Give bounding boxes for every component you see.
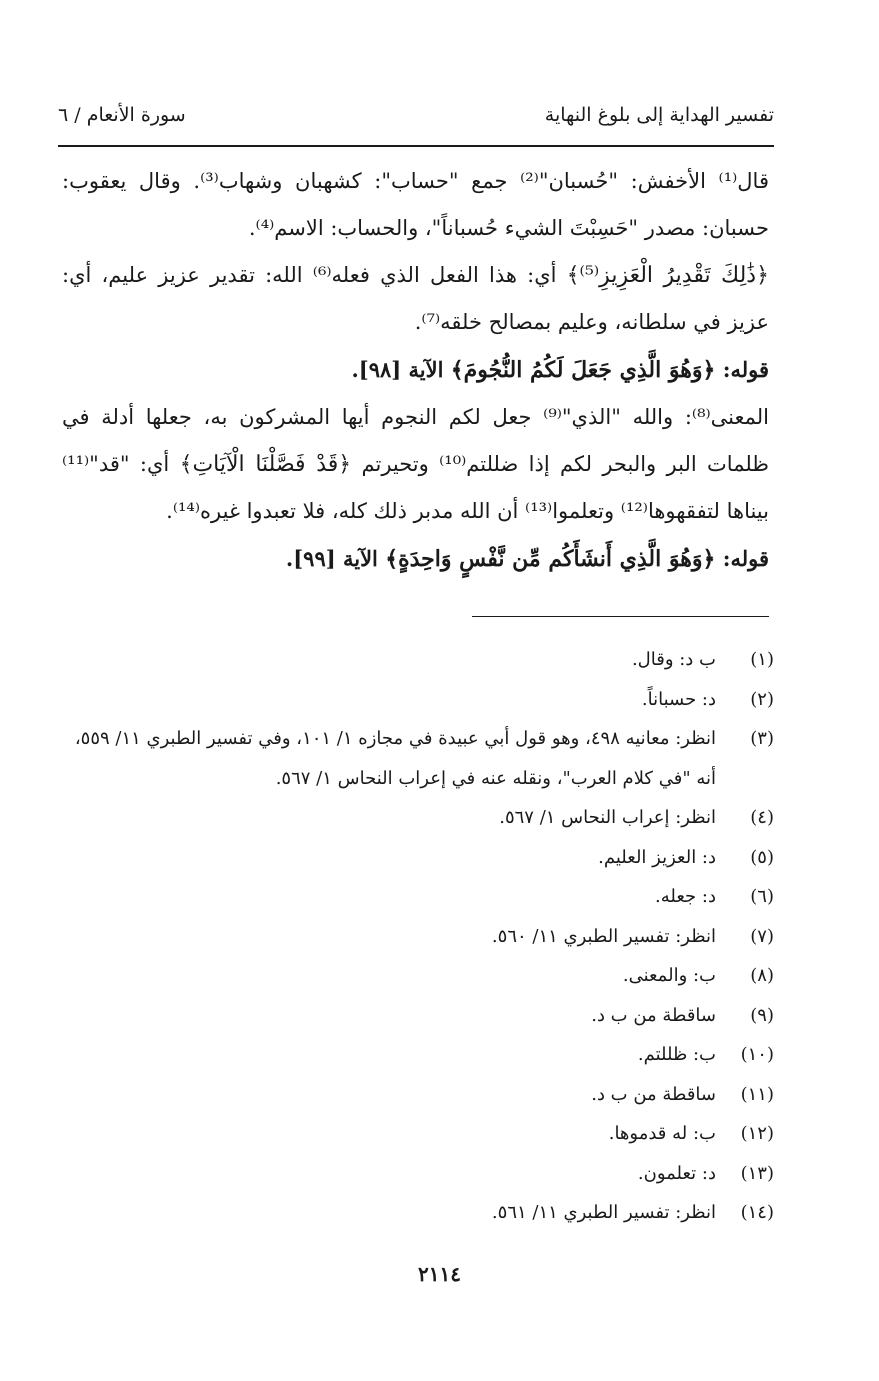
- footnote-number: (٣): [750, 728, 774, 749]
- header-rule: [58, 145, 774, 147]
- footnote-number: (١٠): [740, 1044, 774, 1065]
- footnote-item: [62, 1114, 774, 1154]
- footnote-text: انظر: تفسير الطبري ١١/ ٥٦١.: [491, 1202, 716, 1223]
- paragraph-4: [62, 394, 769, 535]
- footnote-item: [62, 877, 774, 917]
- paragraph-5: [62, 535, 769, 583]
- footnote-text: ب د: وقال.: [631, 649, 716, 670]
- footnote-item: [62, 996, 774, 1036]
- paragraph-2: [62, 252, 769, 346]
- footnote-item: [62, 917, 774, 957]
- footnote-text: ساقطة من ب د.: [591, 1004, 716, 1026]
- paragraph-3: [62, 346, 769, 394]
- verse-reference: الآية [٩٩].: [285, 546, 386, 571]
- quran-verse: ﴿وَهُوَ الَّذِي جَعَلَ لَكُمُ النُّجُومَ﴾: [450, 357, 716, 383]
- footnote-number: (١١): [740, 1083, 774, 1105]
- quran-verse: ﴿ذَٰلِكَ تَقْدِيرُ الْعَزِيزِ⁽⁵⁾﴾: [566, 263, 769, 288]
- verse-reference: الآية [٩٨].: [351, 357, 451, 382]
- footnote-separator: [472, 616, 769, 617]
- quran-verse: ﴿وَهُوَ الَّذِي أَنشَأَكُم مِّن نَّفْسٍ وَاحِدَةٍ﴾: [385, 546, 716, 572]
- footnote-item: [62, 1075, 774, 1115]
- footnote-text: ب: له قدموها.: [608, 1123, 716, 1144]
- footnote-text: د: حسباناً.: [641, 688, 716, 710]
- footnote-item: [62, 1193, 774, 1233]
- paragraph-4-text-a: المعنى⁽⁸⁾: والله "الذي"⁽⁹⁾ جعل لكم النجوم أيها المشركون به، جعلها أدلة في ظلمات البر والبحر لكم إذا ضللتم⁽¹⁰⁾ وتحيرتم: [62, 405, 770, 476]
- footnote-item: [62, 798, 774, 838]
- footnote-number: (١٤): [740, 1202, 774, 1223]
- footnote-text: د: العزيز العليم.: [598, 846, 716, 868]
- footnote-number: (٢): [750, 688, 774, 710]
- footnote-item: [62, 838, 774, 878]
- paragraph-2-text: أي: هذا الفعل الذي فعله⁽⁶⁾ الله: تقدير عزيز عليم، أي: عزيز في سلطانه، وعليم بمصالح خلقه⁽⁷⁾.: [62, 263, 769, 334]
- page-number: ٢١١٤: [418, 1262, 461, 1286]
- surah-title: سورة الأنعام / ٦: [58, 104, 186, 126]
- footnote-number: (١٢): [740, 1123, 774, 1144]
- footnote-number: (٨): [750, 965, 774, 986]
- main-text: [62, 158, 769, 583]
- footnote-item: [62, 1035, 774, 1075]
- paragraph-1: قال⁽¹⁾ الأخفش: "حُسبان"⁽²⁾ جمع "حساب": كشهبان وشهاب⁽³⁾. وقال يعقوب: حسبان: مصدر "حَسِبْتَ الشيء حُسباناً"، والحساب: الاسم⁽⁴⁾.: [62, 169, 769, 240]
- book-title: تفسير الهداية إلى بلوغ النهاية: [544, 104, 774, 126]
- footnote-text: د: تعلمون.: [637, 1162, 716, 1184]
- verse-intro: قوله:: [715, 357, 769, 382]
- footnote-item: [62, 680, 774, 720]
- footnote-text: ساقطة من ب د.: [591, 1083, 716, 1105]
- footnote-item: [62, 719, 774, 798]
- footnote-text: انظر: معانيه ٤٩٨، وهو قول أبي عبيدة في مجازه ١/ ١٠١، وفي تفسير الطبري ١١/ ٥٥٩، أنه "في كلام العرب"، ونقله عنه في إعراب النحاس ١/ ٥٦٧.: [74, 728, 716, 789]
- footnote-text: ب: والمعنى.: [622, 965, 716, 986]
- footnote-number: (١): [750, 649, 774, 670]
- footnote-number: (٩): [750, 1004, 774, 1026]
- footnote-text: ب: ظللتم.: [637, 1044, 716, 1065]
- footnote-number: (١٣): [740, 1162, 774, 1184]
- footnote-text: د: جعله.: [655, 886, 716, 907]
- footnote-text: انظر: تفسير الطبري ١١/ ٥٦٠.: [491, 925, 716, 947]
- footnote-number: (٦): [750, 886, 774, 907]
- quran-verse: ﴿قَدْ فَصَّلْنَا الْآيَاتِ﴾: [179, 452, 352, 477]
- footnote-number: (٧): [750, 925, 774, 947]
- paragraph-4-text-b: أي: "قد"⁽¹¹⁾ بيناها لتفقهوها⁽¹²⁾ وتعلموا⁽¹³⁾ أن الله مدبر ذلك كله، فلا تعبدوا غيره⁽¹⁴⁾.: [62, 452, 769, 523]
- footnote-item: [62, 1154, 774, 1194]
- footnote-text: انظر: إعراب النحاس ١/ ٥٦٧.: [499, 807, 716, 828]
- verse-intro: قوله:: [715, 546, 769, 571]
- footnote-number: (٤): [750, 807, 774, 828]
- footnotes: [62, 640, 774, 1233]
- footnote-number: (٥): [750, 846, 774, 868]
- running-header: [58, 100, 774, 136]
- footnote-item: [62, 640, 774, 680]
- footnote-item: [62, 956, 774, 996]
